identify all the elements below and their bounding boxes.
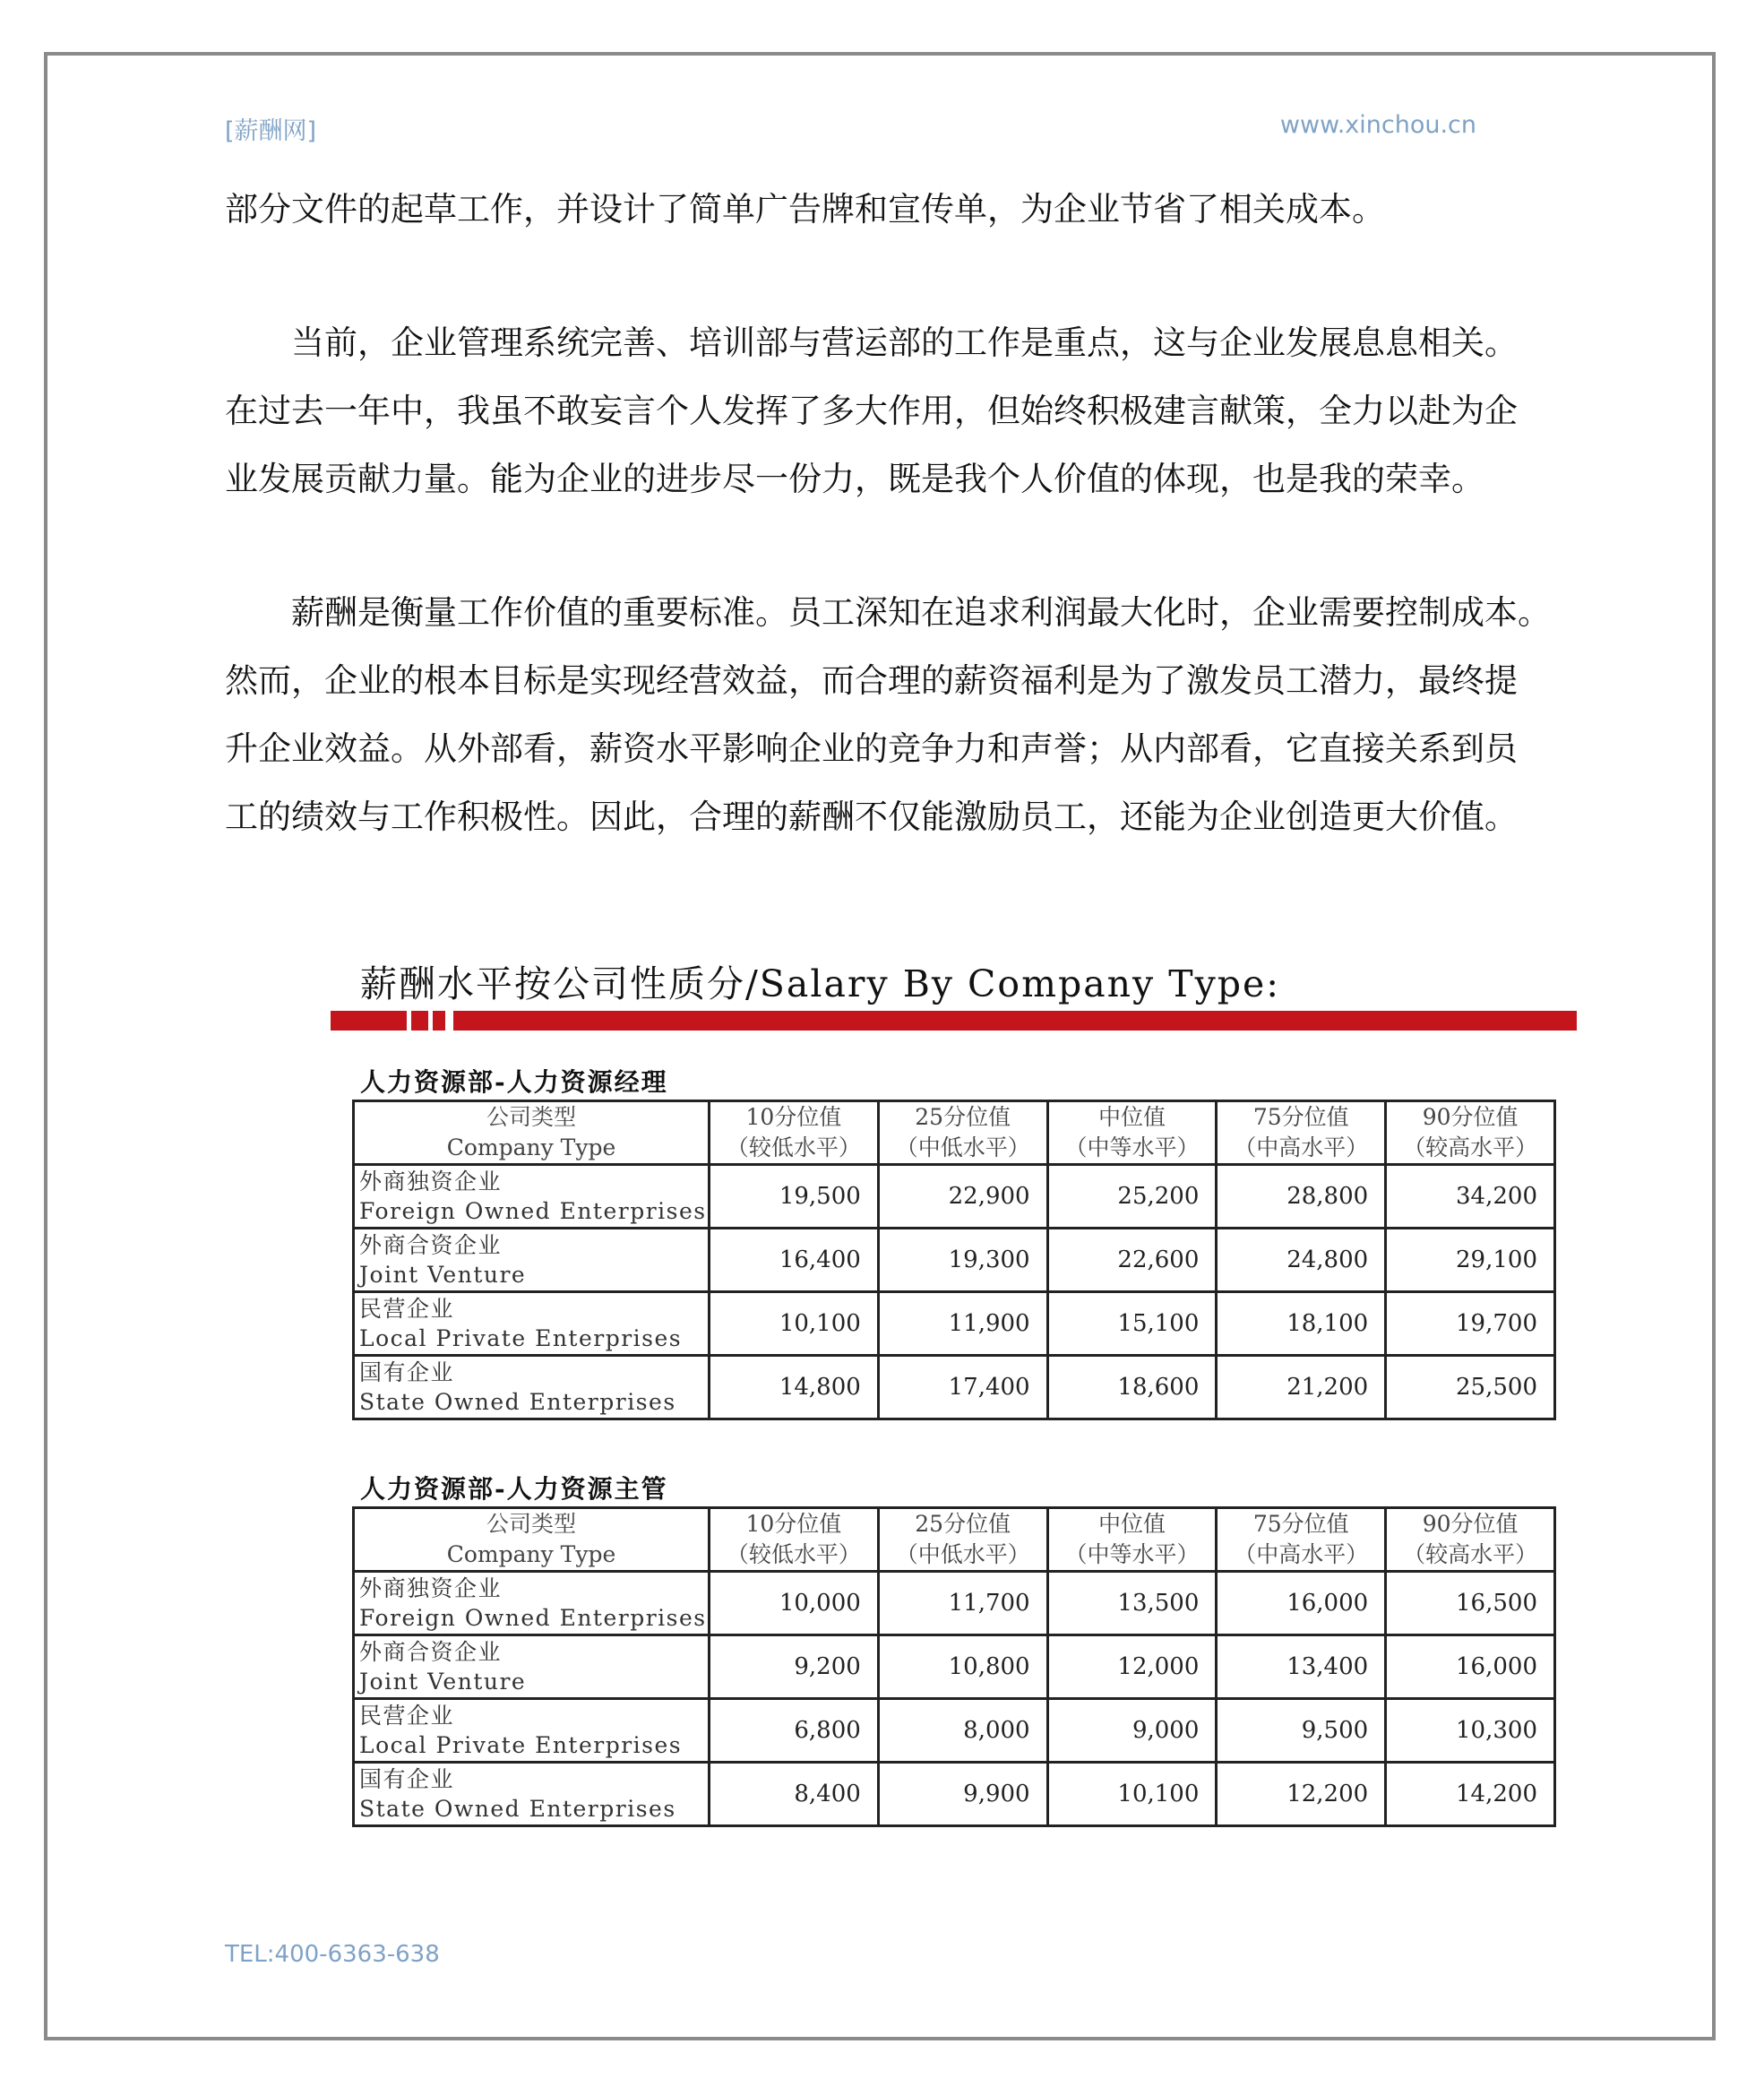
table-header-row xyxy=(354,1101,1555,1165)
banner-red-bar xyxy=(453,1011,1577,1031)
table-row xyxy=(354,1699,1555,1763)
table-row xyxy=(354,1572,1555,1635)
value-cell: 16,000 xyxy=(1217,1572,1386,1635)
value-cell: 28,800 xyxy=(1217,1165,1386,1229)
company-type-cell: 国有企业 State Owned Enterprises xyxy=(354,1356,710,1419)
table-title-manager: 人力资源部-人力资源经理 xyxy=(360,1067,668,1097)
value-cell: 8,000 xyxy=(878,1699,1047,1763)
column-header-p75: 75分位值 （中高水平） xyxy=(1217,1101,1386,1165)
value-cell: 24,800 xyxy=(1217,1229,1386,1292)
paragraph-3 xyxy=(225,579,1551,851)
paragraph-line: 当前，企业管理系统完善、培训部与营运部的工作是重点，这与企业发展息息相关。 xyxy=(291,323,1518,362)
value-cell: 13,400 xyxy=(1217,1635,1386,1699)
value-cell: 16,000 xyxy=(1386,1635,1555,1699)
value-cell: 18,100 xyxy=(1217,1292,1386,1356)
table-row xyxy=(354,1763,1555,1826)
table-title-supervisor: 人力资源部-人力资源主管 xyxy=(360,1474,668,1504)
paragraph-line: 在过去一年中，我虽不敢妄言个人发挥了多大作用，但始终积极建言献策，全力以赴为企 xyxy=(225,392,1518,430)
paragraph-line: 工的绩效与工作积极性。因此，合理的薪酬不仅能激励员工，还能为企业创造更大价值。 xyxy=(225,798,1518,836)
value-cell: 11,700 xyxy=(878,1572,1047,1635)
value-cell: 29,100 xyxy=(1386,1229,1555,1292)
paragraph-line: 薪酬是衡量工作价值的重要标准。员工深知在追求利润最大化时，企业需要控制成本。 xyxy=(291,593,1551,632)
value-cell: 8,400 xyxy=(710,1763,879,1826)
value-cell: 12,200 xyxy=(1217,1763,1386,1826)
paragraph-line: 然而，企业的根本目标是实现经营效益，而合理的薪资福利是为了激发员工潜力，最终提 xyxy=(225,661,1518,700)
value-cell: 14,200 xyxy=(1386,1763,1555,1826)
column-header-p50: 中位值 （中等水平） xyxy=(1047,1508,1217,1572)
value-cell: 16,500 xyxy=(1386,1572,1555,1635)
value-cell: 22,600 xyxy=(1047,1229,1217,1292)
column-header-p25: 25分位值 （中低水平） xyxy=(878,1101,1047,1165)
value-cell: 10,300 xyxy=(1386,1699,1555,1763)
value-cell: 10,000 xyxy=(710,1572,879,1635)
value-cell: 22,900 xyxy=(878,1165,1047,1229)
column-header-p25: 25分位值 （中低水平） xyxy=(878,1508,1047,1572)
company-type-cell: 民营企业 Local Private Enterprises xyxy=(354,1699,710,1763)
column-header-type: 公司类型 Company Type xyxy=(354,1508,710,1572)
table-row xyxy=(354,1292,1555,1356)
column-header-p75: 75分位值 （中高水平） xyxy=(1217,1508,1386,1572)
company-type-cell: 国有企业 State Owned Enterprises xyxy=(354,1763,710,1826)
value-cell: 19,700 xyxy=(1386,1292,1555,1356)
column-header-p10: 10分位值 （较低水平） xyxy=(710,1508,879,1572)
banner-red-bar xyxy=(411,1011,428,1031)
header-brand: [薪酬网] xyxy=(225,117,317,145)
value-cell: 9,500 xyxy=(1217,1699,1386,1763)
company-type-cell: 外商独资企业 Foreign Owned Enterprises xyxy=(354,1572,710,1635)
paragraph-1 xyxy=(225,176,1551,244)
paragraph-line: 部分文件的起草工作，并设计了简单广告牌和宣传单，为企业节省了相关成本。 xyxy=(225,190,1385,229)
paragraph-2 xyxy=(225,309,1551,513)
value-cell: 14,800 xyxy=(710,1356,879,1419)
banner-title: 薪酬水平按公司性质分/Salary By Company Type: xyxy=(360,962,1281,1005)
value-cell: 21,200 xyxy=(1217,1356,1386,1419)
banner-red-bar xyxy=(331,1011,407,1031)
value-cell: 13,500 xyxy=(1047,1572,1217,1635)
company-type-cell: 外商独资企业 Foreign Owned Enterprises xyxy=(354,1165,710,1229)
table-header-row xyxy=(354,1508,1555,1572)
value-cell: 15,100 xyxy=(1047,1292,1217,1356)
value-cell: 17,400 xyxy=(878,1356,1047,1419)
table-row xyxy=(354,1635,1555,1699)
salary-table-supervisor xyxy=(352,1506,1556,1827)
table-row xyxy=(354,1356,1555,1419)
header-website[interactable]: www.xinchou.cn xyxy=(1279,111,1476,139)
table-row xyxy=(354,1165,1555,1229)
column-header-p10: 10分位值 （较低水平） xyxy=(710,1101,879,1165)
column-header-p90: 90分位值 （较高水平） xyxy=(1386,1101,1555,1165)
value-cell: 6,800 xyxy=(710,1699,879,1763)
value-cell: 12,000 xyxy=(1047,1635,1217,1699)
footer-telephone: TEL:400-6363-638 xyxy=(225,1941,440,1968)
table-row xyxy=(354,1229,1555,1292)
value-cell: 25,200 xyxy=(1047,1165,1217,1229)
value-cell: 34,200 xyxy=(1386,1165,1555,1229)
value-cell: 9,900 xyxy=(878,1763,1047,1826)
value-cell: 9,200 xyxy=(710,1635,879,1699)
company-type-cell: 外商合资企业 Joint Venture xyxy=(354,1635,710,1699)
value-cell: 11,900 xyxy=(878,1292,1047,1356)
value-cell: 10,100 xyxy=(710,1292,879,1356)
value-cell: 10,100 xyxy=(1047,1763,1217,1826)
column-header-p90: 90分位值 （较高水平） xyxy=(1386,1508,1555,1572)
salary-table-manager xyxy=(352,1100,1556,1420)
paragraph-line: 业发展贡献力量。能为企业的进步尽一份力，既是我个人价值的体现，也是我的荣幸。 xyxy=(225,460,1484,498)
value-cell: 9,000 xyxy=(1047,1699,1217,1763)
column-header-type: 公司类型 Company Type xyxy=(354,1101,710,1165)
value-cell: 16,400 xyxy=(710,1229,879,1292)
value-cell: 19,300 xyxy=(878,1229,1047,1292)
value-cell: 25,500 xyxy=(1386,1356,1555,1419)
paragraph-line: 升企业效益。从外部看，薪资水平影响企业的竞争力和声誉；从内部看，它直接关系到员 xyxy=(225,729,1518,768)
value-cell: 10,800 xyxy=(878,1635,1047,1699)
column-header-p50: 中位值 （中等水平） xyxy=(1047,1101,1217,1165)
company-type-cell: 民营企业 Local Private Enterprises xyxy=(354,1292,710,1356)
value-cell: 18,600 xyxy=(1047,1356,1217,1419)
value-cell: 19,500 xyxy=(710,1165,879,1229)
banner-red-bar xyxy=(433,1011,445,1031)
company-type-cell: 外商合资企业 Joint Venture xyxy=(354,1229,710,1292)
